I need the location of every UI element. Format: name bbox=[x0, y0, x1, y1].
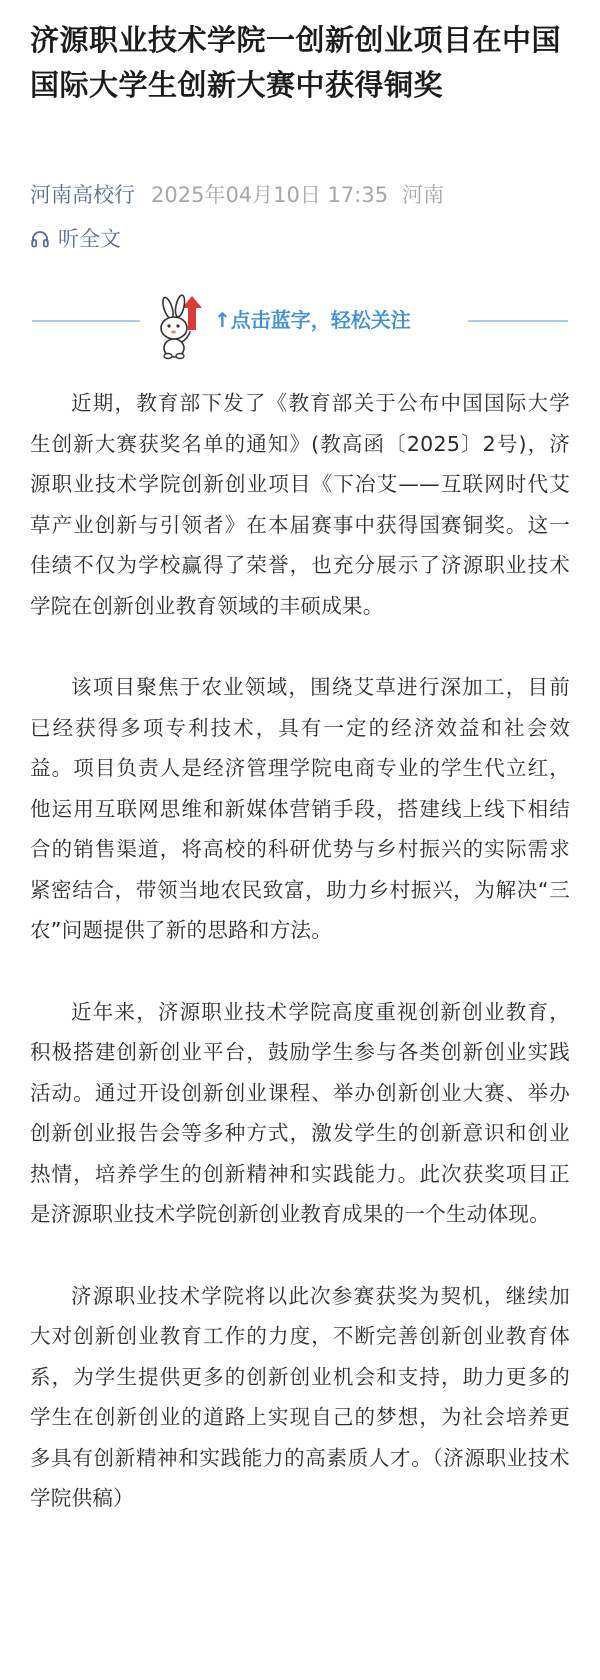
divider-line-left bbox=[32, 320, 140, 322]
mascot-rabbit-icon bbox=[152, 290, 214, 360]
listen-label: 听全文 bbox=[58, 227, 121, 251]
article-paragraph: 近期，教育部下发了《教育部关于公布中国国际大学生创新大赛获奖名单的通知》(教高函〔2025〕2号)，济源职业技术学院创新创业项目《下冶艾——互联网时代艾草产业创新与引领者》在本届赛事中获得国赛铜奖。这一佳绩不仅为学校赢得了荣誉，也充分展示了济源职业技术学院在创新创业教育领域的丰硕成果。 bbox=[30, 391, 570, 618]
publish-time: 2025年04月10日 17:35 bbox=[151, 183, 389, 207]
account-name-link[interactable]: 河南高校行 bbox=[30, 183, 135, 207]
headphones-icon bbox=[30, 229, 50, 249]
article-body bbox=[30, 383, 570, 1560]
follow-prompt-bar bbox=[32, 290, 568, 360]
article-paragraph: 近年来，济源职业技术学院高度重视创新创业教育，积极搭建创新创业平台，鼓励学生参与各类创新创业实践活动。通过开设创新创业课程、举办创新创业大赛、举办创新创业报告会等多种方式，激发学生的创新意识和创业热情，培养学生的创新精神和实践能力。此次获奖项目正是济源职业技术学院创新创业教育成果的一个生动体现。 bbox=[30, 999, 570, 1226]
publish-region: 河南 bbox=[402, 183, 445, 207]
listen-full-text-button[interactable] bbox=[30, 226, 121, 252]
article-title: 济源职业技术学院一创新创业项目在中国国际大学生创新大赛中获得铜奖 bbox=[30, 23, 562, 102]
follow-prompt-text[interactable]: ↑点击蓝字，轻松关注 bbox=[214, 308, 411, 332]
divider-line-right bbox=[468, 320, 568, 322]
article-paragraph: 济源职业技术学院将以此次参赛获奖为契机，继续加大对创新创业教育工作的力度，不断完善创新创业教育体系，为学生提供更多的创新创业机会和支持，助力更多的学生在创新创业的道路上实现自己的梦想，为社会培养更多具有创新精神和实践能力的高素质人才。（济源职业技术学院供稿） bbox=[30, 1283, 570, 1510]
article-meta bbox=[30, 182, 444, 208]
article-paragraph: 该项目聚焦于农业领域，围绕艾草进行深加工，目前已经获得多项专利技术，具有一定的经济效益和社会效益。项目负责人是经济管理学院电商专业的学生代立红，他运用互联网思维和新媒体营销手段，搭建线上线下相结合的销售渠道，将高校的科研优势与乡村振兴的实际需求紧密结合，带领当地农民致富，助力乡村振兴，为解决“三农”问题提供了新的思路和方法。 bbox=[30, 675, 570, 942]
